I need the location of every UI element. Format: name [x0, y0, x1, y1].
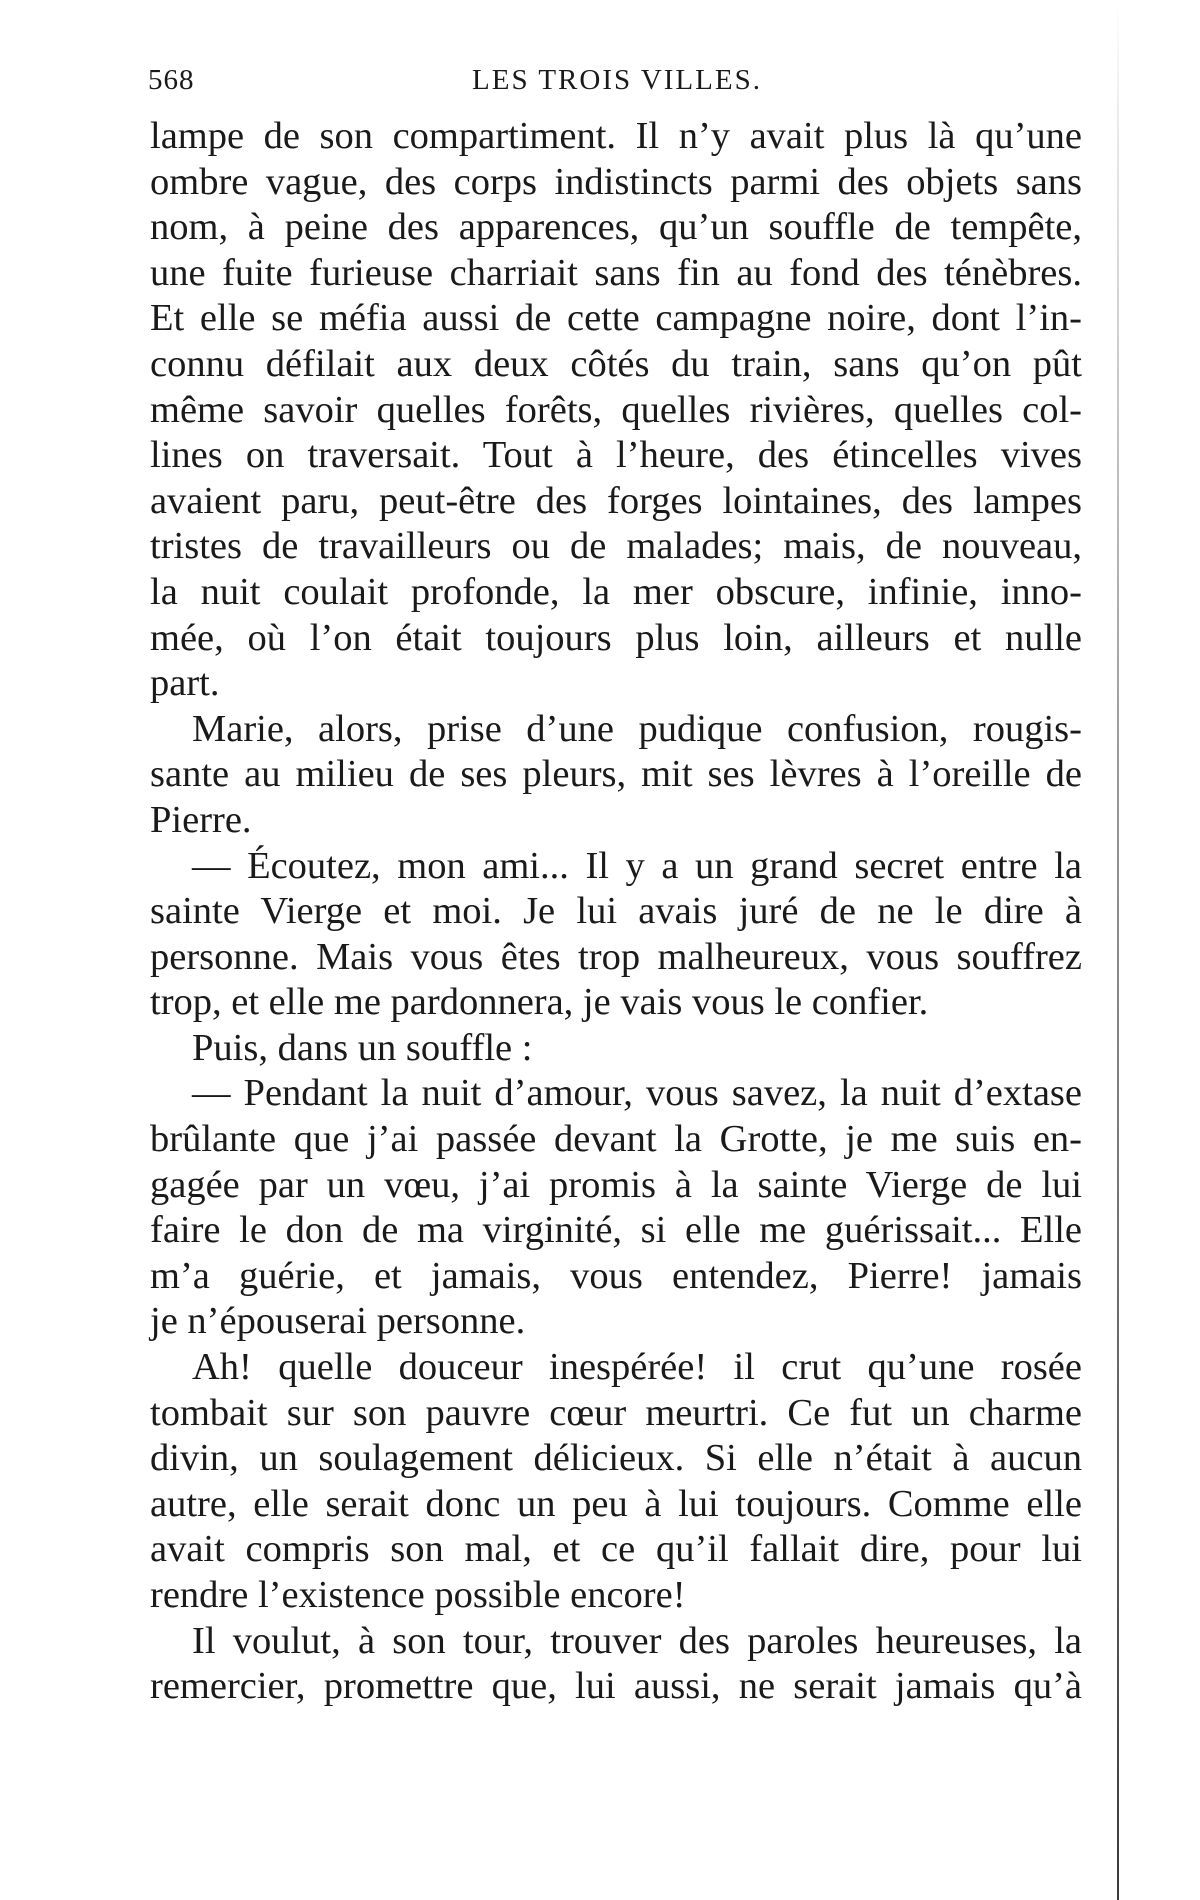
page-edge-shadow — [1117, 0, 1119, 1900]
text-line: Marie, alors, prise d’une pudique confusion, rougis- — [192, 707, 1082, 750]
text-line: divin, un soulagement délicieux. Si elle n’était à aucun — [150, 1437, 1082, 1480]
text-line: gagée par un vœu, j’ai promis à la sainte Vierge de lui — [150, 1163, 1082, 1206]
text-line: ombre vague, des corps indistincts parmi des objets sans — [150, 160, 1082, 203]
text-line: Et elle se méfia aussi de cette campagne noire, dont l’in- — [150, 297, 1082, 340]
text-line: part. — [150, 662, 220, 705]
text-line: lines on traversait. Tout à l’heure, des étincelles vives — [150, 434, 1082, 477]
body-text — [150, 114, 1082, 1710]
text-line: Ah! quelle douceur inespérée! il crut qu’une rosée — [192, 1346, 1082, 1389]
text-line: faire le don de ma virginité, si elle me guérissait... Elle — [150, 1209, 1082, 1252]
text-line: une fuite furieuse charriait sans fin au fond des ténèbres. — [150, 251, 1082, 294]
running-header — [148, 64, 1086, 100]
text-line: la nuit coulait profonde, la mer obscure, infinie, inno- — [150, 570, 1082, 613]
text-line: avaient paru, peut-être des forges lointaines, des lampes — [150, 479, 1082, 522]
text-line: brûlante que j’ai passée devant la Grotte, je me suis en- — [150, 1118, 1082, 1161]
text-line: remercier, promettre que, lui aussi, ne serait jamais qu’à — [150, 1665, 1082, 1708]
text-line: — Pendant la nuit d’amour, vous savez, la nuit d’extase — [192, 1072, 1082, 1115]
running-title: LES TROIS VILLES. — [472, 64, 762, 96]
text-line: — Écoutez, mon ami... Il y a un grand secret entre la — [192, 844, 1082, 887]
text-line: personne. Mais vous êtes trop malheureux, vous souffrez — [150, 935, 1082, 978]
text-line: tristes de travailleurs ou de malades; mais, de nouveau, — [150, 525, 1082, 568]
text-line: autre, elle serait donc un peu à lui toujours. Comme elle — [150, 1482, 1082, 1525]
text-line: Puis, dans un souffle : — [192, 1026, 533, 1069]
text-line: trop, et elle me pardonnera, je vais vous le confier. — [150, 981, 929, 1024]
text-line: rendre l’existence possible encore! — [150, 1574, 686, 1616]
text-line: sante au milieu de ses pleurs, mit ses lèvres à l’oreille de — [150, 753, 1082, 796]
text-line: Il voulut, à son tour, trouver des paroles heureuses, la — [192, 1619, 1082, 1662]
text-line: tombait sur son pauvre cœur meurtri. Ce fut un charme — [150, 1391, 1082, 1434]
text-line: m’a guérie, et jamais, vous entendez, Pierre! jamais — [150, 1254, 1082, 1297]
text-line: mée, où l’on était toujours plus loin, ailleurs et nulle — [150, 616, 1082, 659]
text-line: même savoir quelles forêts, quelles rivières, quelles col- — [150, 388, 1082, 431]
page-number: 568 — [148, 64, 195, 96]
text-line: lampe de son compartiment. Il n’y avait plus là qu’une — [150, 115, 1082, 157]
text-line: nom, à peine des apparences, qu’un souffle de tempête, — [150, 206, 1082, 249]
text-line: connu défilait aux deux côtés du train, sans qu’on pût — [150, 342, 1082, 385]
text-line: Pierre. — [150, 798, 252, 841]
text-line: avait compris son mal, et ce qu’il fallait dire, pour lui — [150, 1528, 1082, 1571]
text-line: sainte Vierge et moi. Je lui avais juré de ne le dire à — [150, 890, 1082, 933]
text-line: je n’épouserai personne. — [150, 1300, 526, 1343]
